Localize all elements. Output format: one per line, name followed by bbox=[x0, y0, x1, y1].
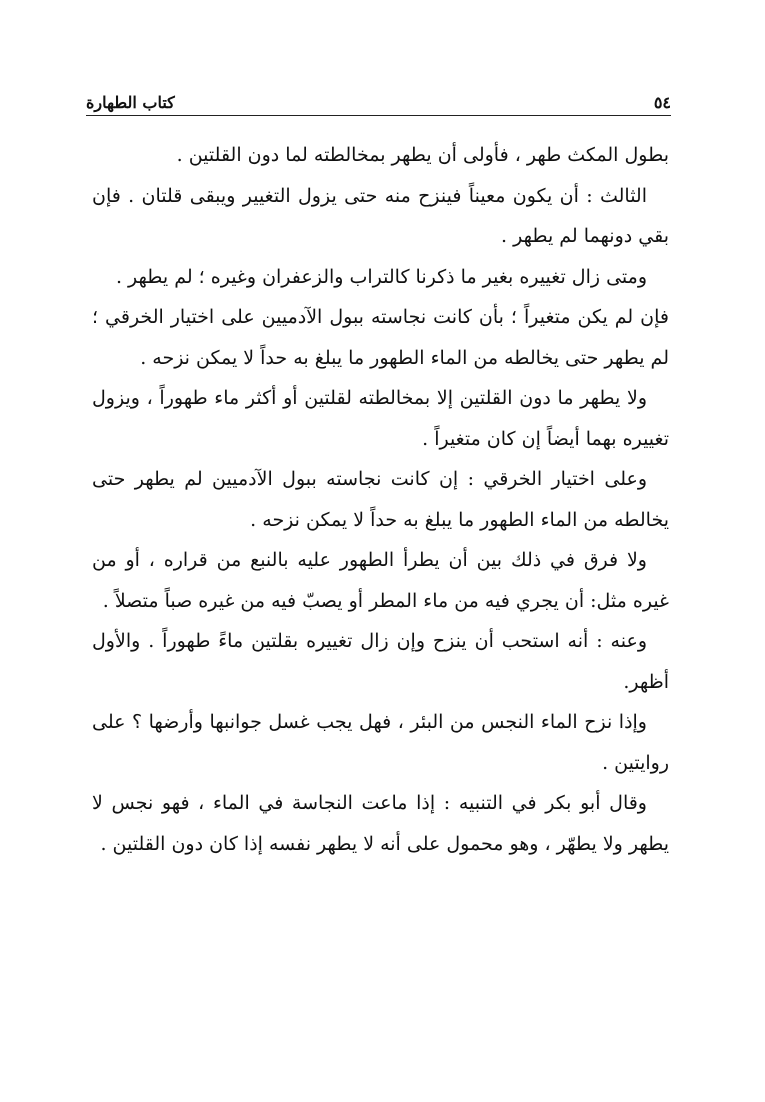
header-rule bbox=[86, 115, 671, 116]
paragraph: ولا يطهر ما دون القلتين إلا بمخالطته لقلتين أو أكثر ماء طهوراً ، ويزول تغييره بهما أيضاً إن كان متغيراً . bbox=[92, 387, 669, 450]
running-header bbox=[86, 78, 671, 112]
paragraph: وإذا نزح الماء النجس من البئر ، فهل يجب غسل جوانبها وأرضها ؟ على روايتين . bbox=[92, 711, 669, 774]
body-text bbox=[92, 135, 669, 864]
page-number: ٥٤ bbox=[653, 93, 671, 112]
paragraph: بطول المكث طهر ، فأولى أن يطهر بمخالطته لما دون القلتين . bbox=[176, 144, 669, 166]
paragraph: ومتى زال تغييره بغير ما ذكرنا كالتراب والزعفران وغيره ؛ لم يطهر . bbox=[115, 265, 647, 288]
paragraph: وعنه : أنه استحب أن ينزح وإن زال تغييره بقلتين ماءً طهوراً . والأول أظهر. bbox=[92, 630, 669, 693]
paragraph: ولا فرق في ذلك بين أن يطرأ الطهور عليه بالنبع من قراره ، أو من غيره مثل: أن يجري فيه من ماء المطر أو يصبّ فيه من غيره صباً متصلاً . bbox=[92, 549, 669, 612]
paragraph: فإن لم يكن متغيراً ؛ بأن كانت نجاسته ببول الآدميين على اختيار الخرقي ؛ لم يطهر حتى يخالطه من الماء الطهور ما يبلغ به حداً لا يمكن نزحه . bbox=[92, 306, 669, 369]
paragraph: الثالث : أن يكون معيناً فينزح منه حتى يزول التغيير ويبقى قلتان . فإن بقي دونهما لم يطهر . bbox=[92, 184, 669, 247]
chapter-title: كتاب الطهارة bbox=[86, 93, 175, 112]
paragraph: وقال أبو بكر في التنبيه : إذا ماعت النجاسة في الماء ، فهو نجس لا يطهر ولا يطهّر ، وهو محمول على أنه لا يطهر نفسه إذا كان دون القلتين . bbox=[92, 792, 669, 855]
paragraph: وعلى اختيار الخرقي : إن كانت نجاسته ببول الآدميين لم يطهر حتى يخالطه من الماء الطهور ما يبلغ به حداً لا يمكن نزحه . bbox=[92, 468, 669, 531]
